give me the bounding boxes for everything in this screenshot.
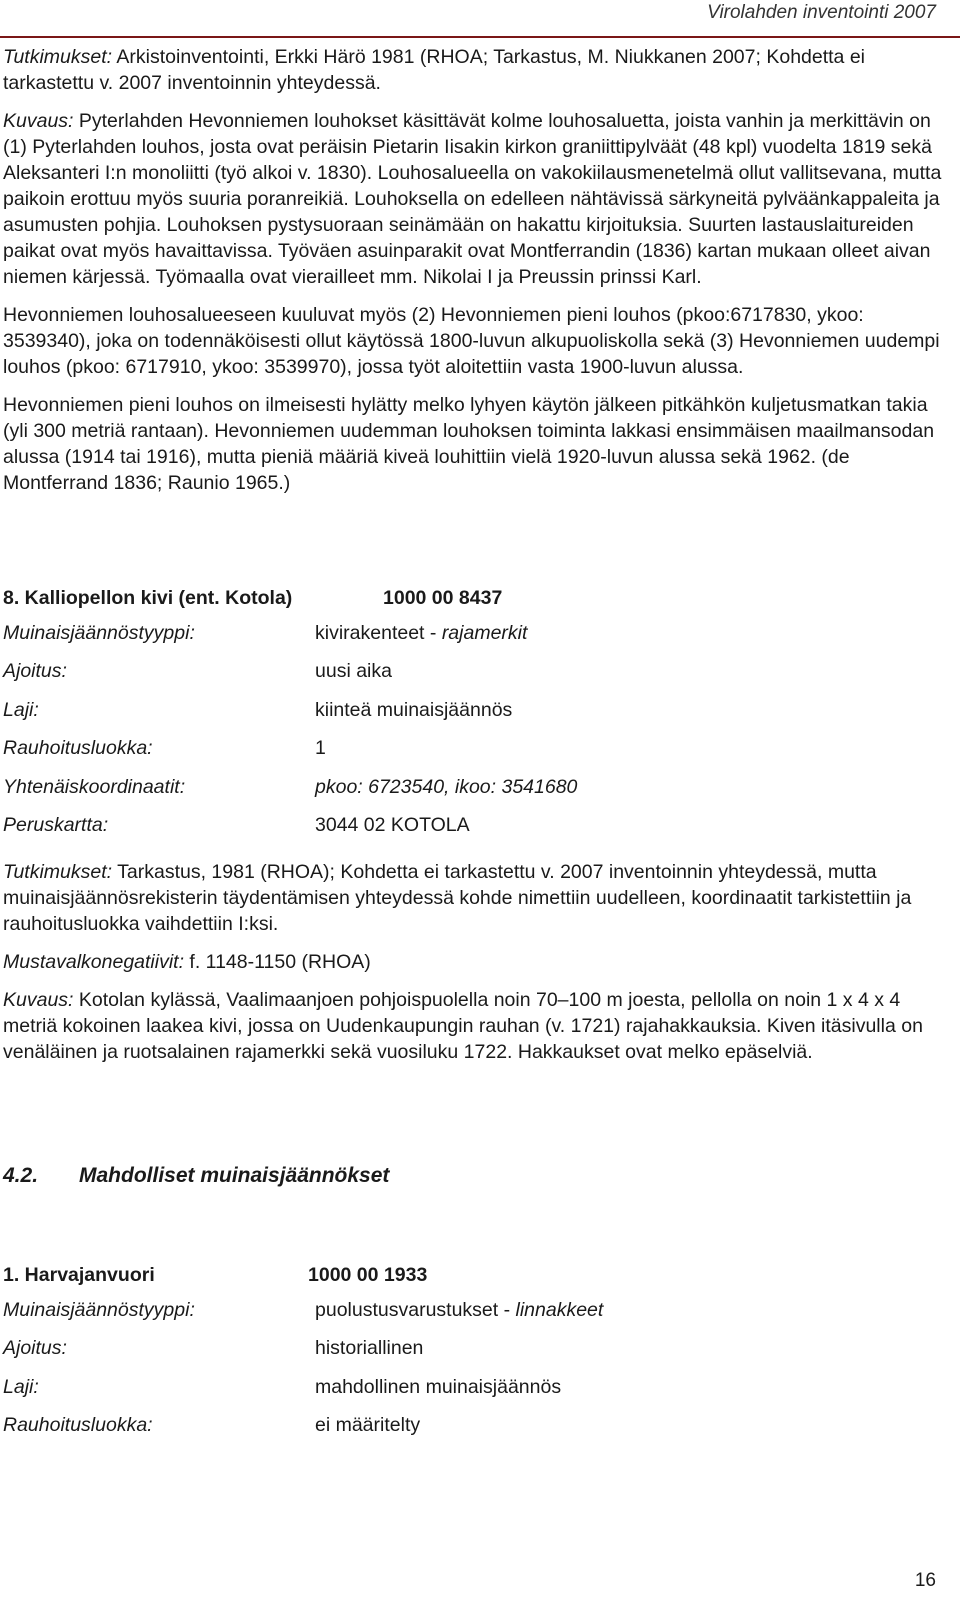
field-row (3, 653, 943, 692)
tutkimukset-label: Tutkimukset: (3, 46, 113, 68)
entry-1-heading (3, 1259, 943, 1291)
field-value (315, 1337, 423, 1360)
field-value (315, 776, 577, 799)
field-value-text: ei määritelty (315, 1414, 421, 1437)
header-rule (0, 36, 960, 38)
field-value-italic: rajamerkit (441, 621, 528, 644)
entry-8-kuvaus-label: Kuvaus: (3, 989, 74, 1011)
field-row (3, 1368, 943, 1407)
field-value (315, 1414, 420, 1437)
entry-8-kuvaus-text: Kotolan kylässä, Vaalimaanjoen pohjoispuolella noin 70–100 m joesta, pellolla on noin 1 x 4 x 4 metriä kokoinen laakea kivi, jossa on Uudenkaupungin rauhan (v. 1721) rajahakkauksia. Kiven itäsivulla on venäläinen ja ruotsalainen rajamerkki sekä vuosiluku 1722. Hakkaukset ovat melko epäselviä. (3, 989, 923, 1063)
field-value (315, 699, 512, 722)
field-value (315, 1376, 561, 1399)
kuvaus-text: Pyterlahden Hevonniemen louhokset käsittävät kolme louhosaluetta, joista vanhin ja merkittävin on (1) Pyterlahden louhos, josta ovat peräisin Pietarin Iisakin kirkon graniittipylväät (48 kpl) vuodelta 1819 sekä Aleksanteri I:n monoliitti (työ alkoi v. 1830). Louhosalueella on vakokiilausmenetelmä ollut vallitsevana, mutta paikoin erottuu myös suuria poranreikiä. Louhoksella on edelleen nähtävissä särkyneitä pylväänkappaleita ja asumusten pohjia. Louhoksen pystysuoraan seinämään on hakattu kirjoituksia. Suurten lastauslaitureiden paikat ovat myös havaittavissa. Työväen asuinparakit ovat Montferrandin (1836) kartan mukaan olleet aivan niemen kärjessä. Työmaalla ovat vierailleet mm. Nikolai I ja Preussin prinssi Karl. (3, 110, 942, 288)
field-row (3, 730, 943, 769)
entry-8-tutkimukset-label: Tutkimukset: (3, 861, 113, 883)
kuvaus-label: Kuvaus: (3, 110, 74, 132)
entry-8-code: 1000 00 8437 (383, 586, 503, 609)
kuvaus-paragraph (3, 108, 943, 290)
field-value-italic: pkoo: 6723540, ikoo: 3541680 (315, 775, 578, 798)
field-row (3, 614, 943, 653)
running-header: Virolahden inventointi 2007 (707, 2, 936, 23)
field-label: Yhtenäiskoordinaatit: (3, 775, 186, 798)
field-row (3, 1291, 943, 1330)
tutkimukset-paragraph (3, 44, 943, 96)
field-value-text: puolustusvarustukset - (315, 1298, 516, 1321)
paragraph-3: Hevonniemen pieni louhos on ilmeisesti hylätty melko lyhyen käytön jälkeen pitkähkön kuljetusmatkan takia (yli 300 metriä rantaan). Hevonniemen uudemman louhoksen toiminta lakkasi ensimmäisen maailmansodan alussa (1914 tai 1916), mutta pieniä määriä kiveä louhittiin vielä 1920-luvun alussa sekä 1962. (de Montferrand 1836; Raunio 1965.) (3, 394, 935, 494)
entry-1-fields (3, 1291, 943, 1445)
entry-8-fields (3, 614, 943, 845)
entry-1-code: 1000 00 1933 (308, 1263, 428, 1286)
field-value-text: kivirakenteet - (315, 621, 442, 644)
entry-8-heading (3, 582, 943, 614)
field-value-text: mahdollinen muinaisjäännös (315, 1375, 562, 1398)
field-value-text: kiinteä muinaisjäännös (315, 698, 513, 721)
field-label: Peruskartta: (3, 814, 109, 837)
field-value-text: 3044 02 KOTOLA (315, 814, 470, 837)
field-value (315, 622, 527, 645)
field-row (3, 768, 943, 807)
entry-8-tutkimukset-text: Tarkastus, 1981 (RHOA); Kohdetta ei tarkastettu v. 2007 inventoinnin yhteydessä, mutta muinaisjäännösrekisterin täydentämisen yhteydessä kohde nimettiin uudelleen, koordinaatit tarkistettiin ja rauhoitusluokka vaihdettiin I:ksi. (3, 861, 912, 935)
field-value (315, 660, 392, 683)
entry-1-title: 1. Harvajanvuori (3, 1263, 155, 1286)
field-value (315, 737, 326, 760)
entry-8-negatives-label: Mustavalkonegatiivit: (3, 951, 185, 973)
field-row (3, 691, 943, 730)
entry-8-kuvaus (3, 987, 943, 1065)
field-label: Muinaisjäännöstyyppi: (3, 1298, 195, 1321)
section-number: 4.2. (3, 1164, 39, 1187)
field-value-text: 1 (315, 737, 326, 760)
paragraph-2: Hevonniemen louhosalueeseen kuuluvat myös (2) Hevonniemen pieni louhos (pkoo:6717830, ykoo: 3539340), joka on todennäköisesti ollut käytössä 1800-luvun alkupuoliskolla sekä (3) Hevonniemen uudempi louhos (pkoo: 6717910, ykoo: 3539970), jossa työt aloitettiin vasta 1900-luvun alussa. (3, 304, 940, 378)
tutkimukset-text: Arkistoinventointi, Erkki Härö 1981 (RHOA; Tarkastus, M. Niukkanen 2007; Kohdetta ei tarkastettu v. 2007 inventoinnin yhteydessä. (3, 46, 865, 94)
entry-8-negatives-text: f. 1148-1150 (RHOA) (184, 951, 371, 973)
field-value (315, 814, 470, 837)
field-value (315, 1299, 603, 1322)
field-value-italic: linnakkeet (515, 1298, 604, 1321)
field-label: Ajoitus: (3, 660, 67, 683)
section-heading (3, 1161, 943, 1191)
field-label: Ajoitus: (3, 1337, 67, 1360)
entry-8-tutkimukset (3, 859, 943, 937)
field-value-text: historiallinen (315, 1337, 424, 1360)
section-title: Mahdolliset muinaisjäännökset (79, 1164, 390, 1187)
field-row (3, 1407, 943, 1446)
field-label: Laji: (3, 1375, 39, 1398)
field-label: Rauhoitusluokka: (3, 737, 153, 760)
page-number: 16 (914, 1570, 936, 1591)
field-label: Rauhoitusluokka: (3, 1414, 153, 1437)
field-value-text: uusi aika (315, 660, 392, 683)
field-label: Laji: (3, 698, 39, 721)
field-row (3, 1330, 943, 1369)
page-body (3, 44, 943, 1445)
field-label: Muinaisjäännöstyyppi: (3, 621, 195, 644)
field-row (3, 807, 943, 846)
entry-8-negatives (3, 949, 943, 975)
entry-8-title: 8. Kalliopellon kivi (ent. Kotola) (3, 586, 293, 609)
